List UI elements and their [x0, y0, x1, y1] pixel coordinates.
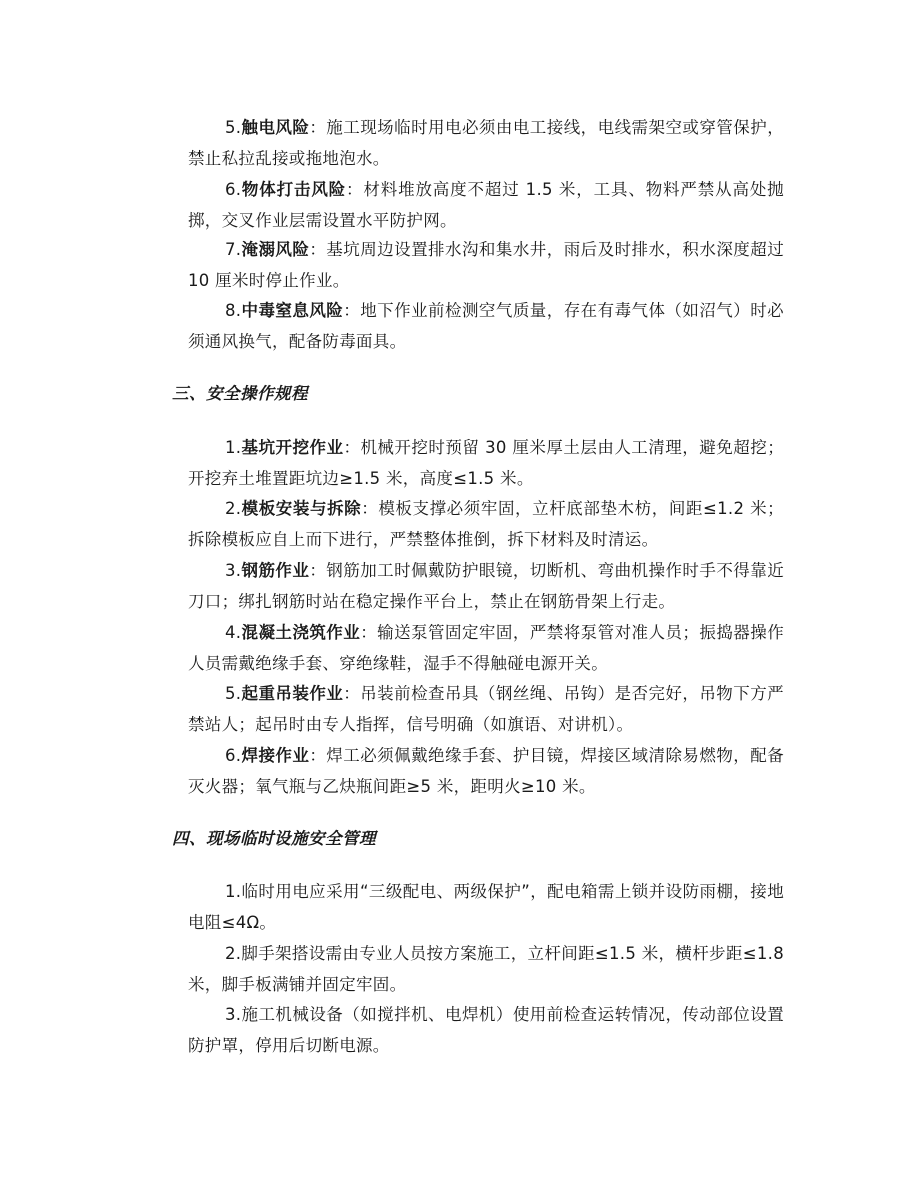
item-text: ：输送泵管固定牢固，严禁将泵管对准人员；振捣器操作人员需戴绝缘手套、穿绝缘鞋，湿手不得触碰电源开关。	[188, 623, 785, 673]
item-text: ：钢筋加工时佩戴防护眼镜，切断机、弯曲机操作时手不得靠近刀口；绑扎钢筋时站在稳定操作平台上，禁止在钢筋骨架上行走。	[188, 561, 785, 611]
item-term: 基坑开挖作业	[241, 438, 344, 457]
procedure-item-4	[188, 617, 784, 679]
section-heading-temporary-facilities: 四、现场临时设施安全管理	[172, 829, 376, 848]
item-number: 6.	[225, 180, 242, 199]
item-number: 6.	[225, 746, 242, 765]
procedure-item-2	[188, 493, 784, 555]
item-term: 混凝土浇筑作业	[241, 623, 361, 642]
item-text: ：材料堆放高度不超过 1.5 米，工具、物料严禁从高处抛掷，交叉作业层需设置水平防护网。	[188, 180, 784, 230]
item-text: ：机械开挖时预留 30 厘米厚土层由人工清理，避免超挖；开挖弃土堆置距坑边≥1.5 米，高度≤1.5 米。	[188, 438, 784, 488]
procedure-item-6	[188, 740, 784, 802]
procedure-item-3	[188, 555, 784, 617]
item-number: 3.	[225, 1005, 242, 1024]
item-text: ：焊工必须佩戴绝缘手套、护目镜，焊接区域清除易燃物，配备灭火器；氧气瓶与乙炔瓶间距≥5 米，距明火≥10 米。	[188, 746, 785, 796]
risk-item-8	[188, 295, 784, 357]
item-number: 1.	[225, 438, 242, 457]
item-text: ：施工现场临时用电必须由电工接线，电线需架空或穿管保护，禁止私拉乱接或拖地泡水。	[188, 118, 785, 168]
item-number: 2.	[225, 944, 242, 963]
item-text: 临时用电应采用“三级配电、两级保护”，配电箱需上锁并设防雨棚，接地电阻≤4Ω。	[188, 882, 784, 932]
item-term: 钢筋作业	[241, 561, 310, 580]
item-number: 5.	[225, 684, 242, 703]
item-term: 物体打击风险	[241, 180, 347, 199]
item-number: 5.	[225, 118, 242, 137]
item-number: 2.	[225, 499, 242, 518]
facility-item-3	[188, 999, 784, 1061]
facility-item-2	[188, 938, 784, 1000]
item-term: 起重吊装作业	[241, 684, 344, 703]
item-text: 脚手架搭设需由专业人员按方案施工，立杆间距≤1.5 米，横杆步距≤1.8 米，脚手板满铺并固定牢固。	[188, 944, 784, 994]
item-term: 触电风险	[241, 118, 310, 137]
item-text: ：基坑周边设置排水沟和集水井，雨后及时排水，积水深度超过 10 厘米时停止作业。	[188, 240, 785, 290]
procedure-item-5	[188, 678, 784, 740]
item-text: ：模板支撑必须牢固，立杆底部垫木枋，间距≤1.2 米；拆除模板应自上而下进行，严禁整体推倒，拆下材料及时清运。	[188, 499, 784, 549]
item-term: 焊接作业	[241, 746, 310, 765]
item-number: 8.	[225, 301, 242, 320]
risk-item-5	[188, 112, 784, 174]
item-term: 淹溺风险	[241, 240, 310, 259]
facility-item-1	[188, 876, 784, 938]
item-term: 中毒窒息风险	[241, 301, 344, 320]
item-number: 4.	[225, 623, 242, 642]
item-text: ：吊装前检查吊具（钢丝绳、吊钩）是否完好，吊物下方严禁站人；起吊时由专人指挥，信号明确（如旗语、对讲机）。	[188, 684, 784, 734]
item-text: ：地下作业前检测空气质量，存在有毒气体（如沼气）时必须通风换气，配备防毒面具。	[188, 301, 784, 351]
item-number: 3.	[225, 561, 242, 580]
item-number: 7.	[225, 240, 242, 259]
item-term: 模板安装与拆除	[241, 499, 362, 518]
procedure-item-1	[188, 432, 784, 494]
item-text: 施工机械设备（如搅拌机、电焊机）使用前检查运转情况，传动部位设置防护罩，停用后切断电源。	[188, 1005, 784, 1055]
risk-item-6	[188, 174, 784, 236]
section-heading-safety-procedures: 三、安全操作规程	[172, 384, 308, 403]
item-number: 1.	[225, 882, 242, 901]
risk-item-7	[188, 234, 784, 296]
